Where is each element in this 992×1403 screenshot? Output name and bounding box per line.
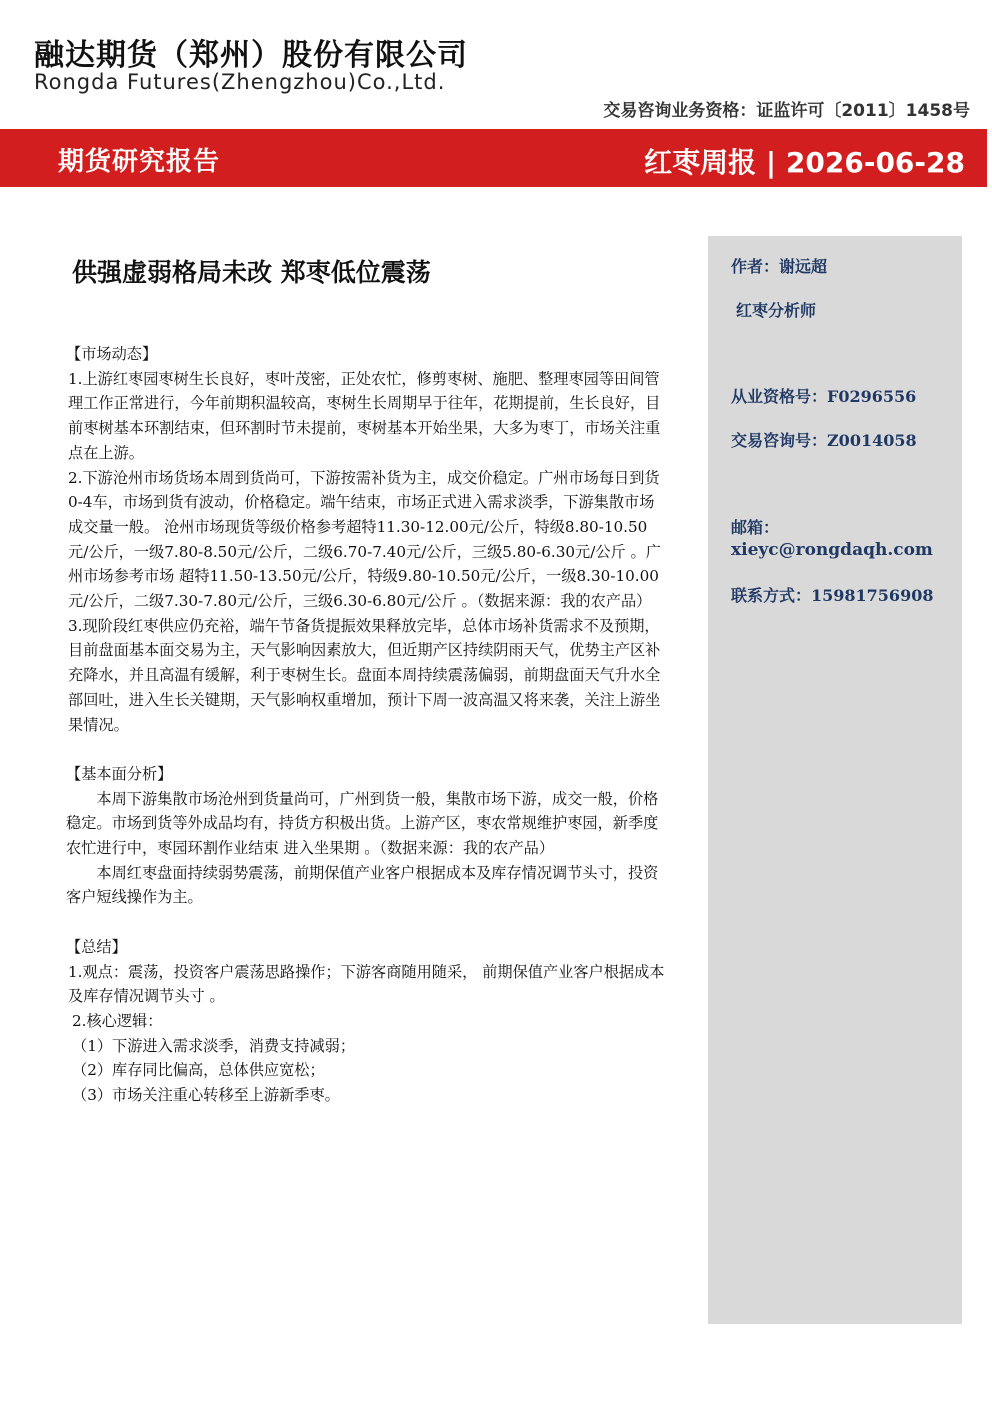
email-label: 邮箱： (731, 518, 780, 537)
summary-point-1: （1）下游进入需求淡季，消费支持减弱； (72, 1036, 356, 1055)
phone-contact: 联系方式：15981756908 (731, 586, 934, 605)
report-title: 供强虚弱格局未改 郑枣低位震荡 (72, 258, 431, 287)
spacer (66, 737, 666, 762)
banner-report-date: 红枣周报 | 2026-06-28 (644, 146, 965, 179)
section-heading-market: 【市场动态】 (66, 345, 158, 363)
section-heading-summary: 【总结】 (66, 937, 127, 956)
section-heading-fundamental: 【基本面分析】 (66, 764, 173, 783)
summary-paragraph-1: 1.观点：震荡，投资客户震荡思路操作；下游客商随用随采， 前期保值产业客户根据成本及库存情况调节头寸 。 (68, 962, 665, 1006)
author-name: 作者：谢远超 (731, 257, 828, 276)
consultation-number: 交易咨询号：Z0014058 (731, 431, 917, 450)
license-info: 交易咨询业务资格：证监许可〔2011〕1458号 (603, 101, 970, 121)
fundamental-paragraph-2: 本周红枣盘面持续弱势震荡，前期保值产业客户根据成本及库存情况调节头寸，投资客户短线操作为主。 (66, 863, 659, 907)
market-paragraph-2: 2.下游沧州市场货场本周到货尚可，下游按需补货为主，成交价稳定。广州市场每日到货0-4车，市场到货有波动，价格稳定。端午结束，市场正式进入需求淡季，下游集散市场成交量一般。 沧州市场现货等级价格参考超特11.30-12.00元/公斤，特级8.80-10.50元/公斤，一级7.80-8.50元/公斤，二级6.70-7.40元/公斤，三级5.80-6.30元/公斤 。广州市场参考市场 超特11.50-13.50元/公斤，特级9.80-10.50元/公斤，一级8.30-10.00元/公斤，二级7.30-7.80元/公斤，三级6.30-6.80元/公斤 。（数据来源：我的农产品） (68, 468, 661, 611)
fundamental-paragraph-1: 本周下游集散市场沧州到货量尚可，广州到货一般，集散市场下游，成交一般，价格稳定。市场到货等外成品均有，持货方积极出货。上游产区，枣农常规维护枣园，新季度农忙进行中，枣园环割作业结束 进入坐果期 。（数据来源：我的农产品） (66, 789, 659, 858)
summary-point-2: （2）库存同比偏高，总体供应宽松； (72, 1061, 325, 1080)
company-name-en: Rongda Futures(Zhengzhou)Co.,Ltd. (34, 70, 446, 94)
spacer (66, 910, 666, 935)
email-address[interactable]: xieyc@rongdaqh.com (731, 540, 933, 560)
summary-paragraph-2: 2.核心逻辑： (72, 1011, 163, 1030)
author-sidebar (708, 236, 962, 1324)
report-body (66, 342, 666, 1108)
qualification-number: 从业资格号：F0296556 (731, 387, 917, 406)
report-banner (0, 129, 987, 187)
banner-report-type: 期货研究报告 (58, 147, 221, 177)
summary-point-3: （3）市场关注重心转移至上游新季枣。 (72, 1086, 340, 1105)
market-paragraph-1: 1.上游红枣园枣树生长良好，枣叶茂密，正处农忙，修剪枣树、施肥、整理枣园等田间管理工作正常进行，今年前期积温较高，枣树生长周期早于往年，花期提前，生长良好，目前枣树基本环割结束，但环割时节未提前，枣树基本开始坐果，大多为枣丁，市场关注重点在上游。 (68, 369, 661, 462)
company-name-cn: 融达期货（郑州）股份有限公司 (34, 38, 468, 73)
market-paragraph-3: 3.现阶段红枣供应仍充裕，端午节备货提振效果释放完毕，总体市场补货需求不及预期，目前盘面基本面交易为主，天气影响因素放大，但近期产区持续阴雨天气，优势主产区补充降水，并且高温有缓解，利于枣树生长。盘面本周持续震荡偏弱，前期盘面天气升水全部回吐，进入生长关键期，天气影响权重增加，预计下周一波高温又将来袭，关注上游坐果情况。 (68, 616, 661, 734)
author-role: 红枣分析师 (736, 301, 817, 320)
